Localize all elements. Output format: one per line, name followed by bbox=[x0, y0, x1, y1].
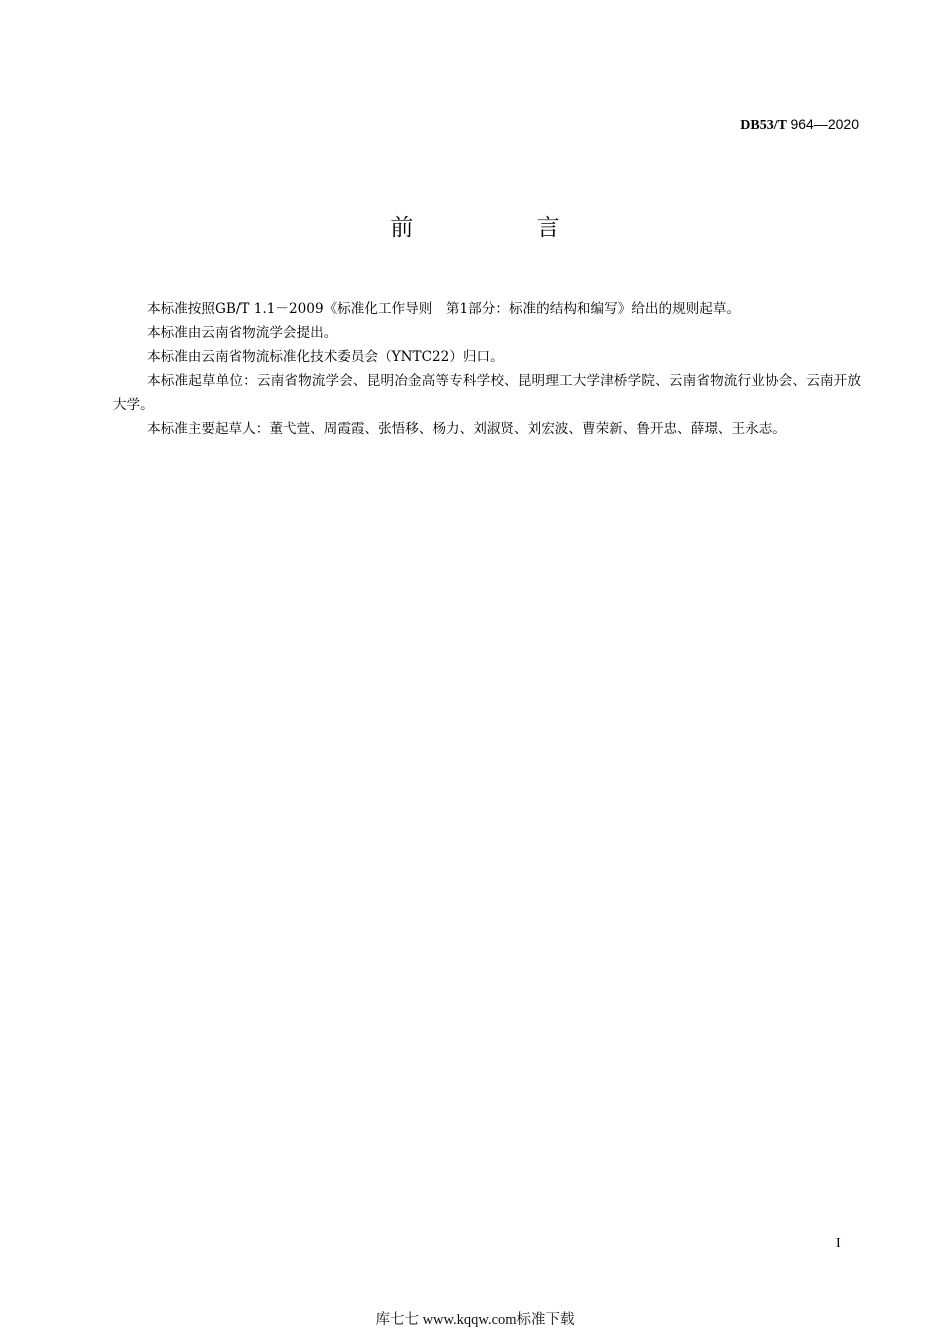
page-number: I bbox=[836, 1236, 841, 1251]
paragraph-proposer: 本标准由云南省物流学会提出。 bbox=[147, 325, 338, 341]
paragraph-drafting-rules: 本标准按照GB/T 1.1－2009《标准化工作导则 第1部分：标准的结构和编写》给出的规则起草。 bbox=[147, 301, 741, 317]
paragraph-drafting-units: 本标准起草单位：云南省物流学会、昆明冶金高等专科学校、昆明理工大学津桥学院、云南省物流行业协会、云南开放大学。 bbox=[113, 373, 861, 413]
foreword-body bbox=[113, 297, 861, 441]
page-title: 前 言 bbox=[390, 215, 618, 241]
standard-code-number: 964—2020 bbox=[790, 116, 859, 132]
standard-code-prefix: DB53/T bbox=[740, 118, 787, 133]
watermark-footer: 库七七 www.kqqw.com标准下载 bbox=[375, 1312, 575, 1328]
standard-code bbox=[740, 116, 859, 134]
paragraph-drafters: 本标准主要起草人：董弋萱、周霞霞、张悟移、杨力、刘淑贤、刘宏波、曹荣新、鲁开忠、薛璟、王永志。 bbox=[147, 421, 786, 437]
paragraph-centralized-unit: 本标准由云南省物流标准化技术委员会（YNTC22）归口。 bbox=[147, 349, 504, 365]
